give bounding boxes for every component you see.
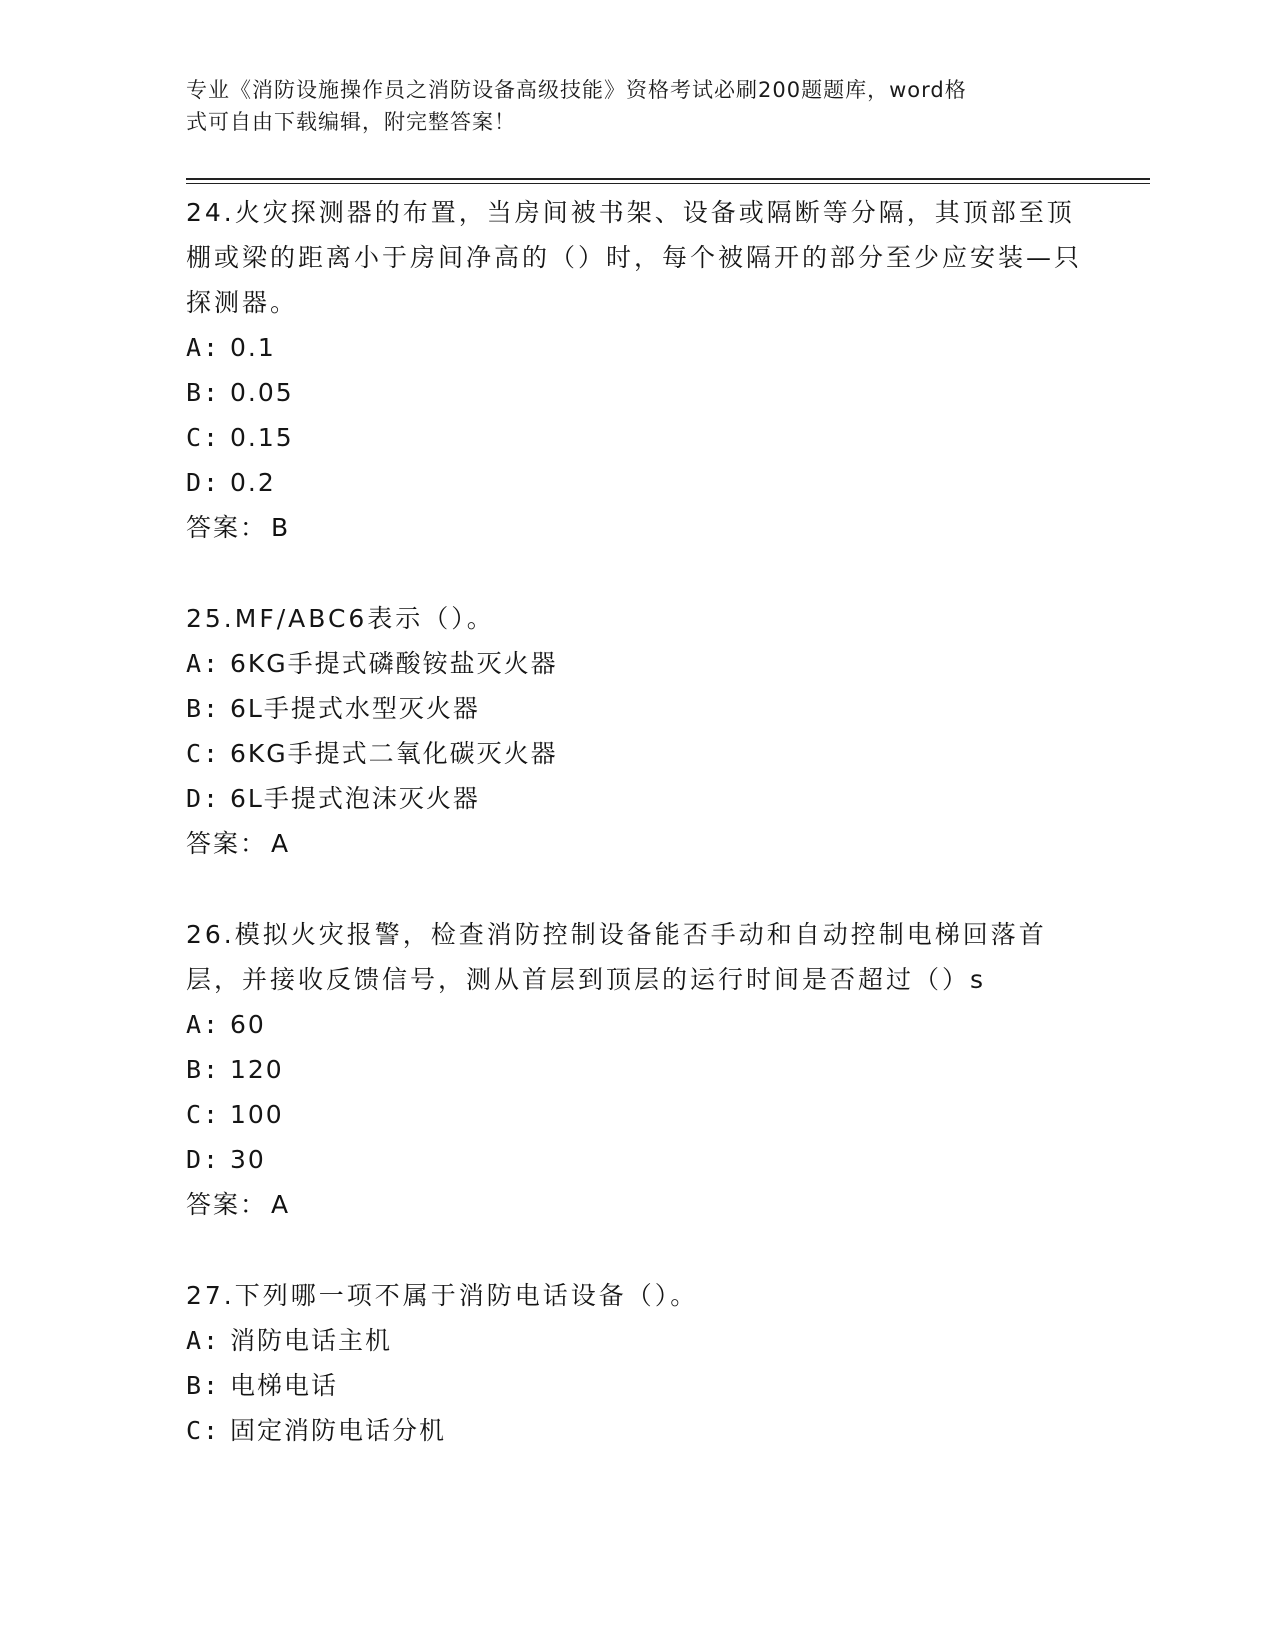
question-27 [186, 1273, 1086, 1453]
answer-line [186, 1182, 1086, 1227]
option-b [186, 370, 1086, 415]
option-letter: B: [186, 378, 221, 407]
option-c [186, 731, 1086, 776]
question-stem: 27.下列哪一项不属于消防电话设备（）。 [186, 1281, 699, 1310]
option-list [186, 325, 1086, 505]
option-list [186, 1002, 1086, 1182]
option-letter: C: [186, 1100, 221, 1129]
option-text: 30 [230, 1145, 266, 1174]
question-26 [186, 912, 1086, 1227]
header-line-1: 专业《消防设施操作员之消防设备高级技能》资格考试必刷200题题库，word格 [186, 78, 967, 102]
answer-value: A [271, 829, 291, 858]
option-text: 固定消防电话分机 [230, 1416, 447, 1445]
option-text: 120 [230, 1055, 284, 1084]
question-list [186, 190, 1086, 1499]
option-c [186, 1408, 1086, 1453]
option-list [186, 1318, 1086, 1453]
document-header [186, 74, 1086, 138]
option-text: 6KG手提式二氧化碳灭火器 [230, 739, 558, 768]
answer-line [186, 505, 1086, 550]
option-letter: D: [186, 1145, 221, 1174]
option-text: 消防电话主机 [230, 1326, 393, 1355]
header-divider-thick [186, 178, 1150, 180]
option-a [186, 325, 1086, 370]
option-c [186, 415, 1086, 460]
option-letter: C: [186, 1416, 221, 1445]
option-text: 0.15 [230, 423, 294, 452]
option-a [186, 1318, 1086, 1363]
option-text: 电梯电话 [230, 1371, 339, 1400]
option-b [186, 1047, 1086, 1092]
option-c [186, 1092, 1086, 1137]
answer-label: 答案： [186, 1190, 268, 1219]
option-text: 0.1 [230, 333, 276, 362]
option-a [186, 641, 1086, 686]
answer-value: A [271, 1190, 291, 1219]
option-text: 100 [230, 1100, 284, 1129]
option-text: 60 [230, 1010, 266, 1039]
option-d [186, 460, 1086, 505]
option-d [186, 776, 1086, 821]
header-divider-thin [186, 183, 1150, 184]
question-stem: 26.模拟火灾报警，检查消防控制设备能否手动和自动控制电梯回落首层，并接收反馈信号，测从首层到顶层的运行时间是否超过（）s [186, 920, 1047, 994]
option-text: 0.2 [230, 468, 276, 497]
question-24 [186, 190, 1086, 550]
option-text: 0.05 [230, 378, 294, 407]
option-letter: A: [186, 1326, 221, 1355]
option-letter: D: [186, 784, 221, 813]
answer-label: 答案： [186, 513, 268, 542]
question-stem: 24.火灾探测器的布置，当房间被书架、设备或隔断等分隔，其顶部至顶棚或梁的距离小于房间净高的（）时，每个被隔开的部分至少应安装—只探测器。 [186, 198, 1083, 317]
option-text: 6L手提式泡沫灭火器 [230, 784, 480, 813]
option-b [186, 1363, 1086, 1408]
option-list [186, 641, 1086, 821]
option-a [186, 1002, 1086, 1047]
option-letter: B: [186, 1371, 221, 1400]
option-letter: A: [186, 649, 221, 678]
option-letter: B: [186, 694, 221, 723]
option-b [186, 686, 1086, 731]
option-letter: D: [186, 468, 221, 497]
option-text: 6L手提式水型灭火器 [230, 694, 480, 723]
answer-label: 答案： [186, 829, 268, 858]
header-line-2: 式可自由下载编辑，附完整答案！ [186, 110, 516, 134]
option-d [186, 1137, 1086, 1182]
option-letter: B: [186, 1055, 221, 1084]
question-stem: 25.MF/ABC6表示（）。 [186, 604, 495, 633]
option-letter: C: [186, 739, 221, 768]
option-letter: C: [186, 423, 221, 452]
option-letter: A: [186, 1010, 221, 1039]
option-text: 6KG手提式磷酸铵盐灭火器 [230, 649, 558, 678]
question-25 [186, 596, 1086, 866]
option-letter: A: [186, 333, 221, 362]
answer-value: B [271, 513, 291, 542]
answer-line [186, 821, 1086, 866]
